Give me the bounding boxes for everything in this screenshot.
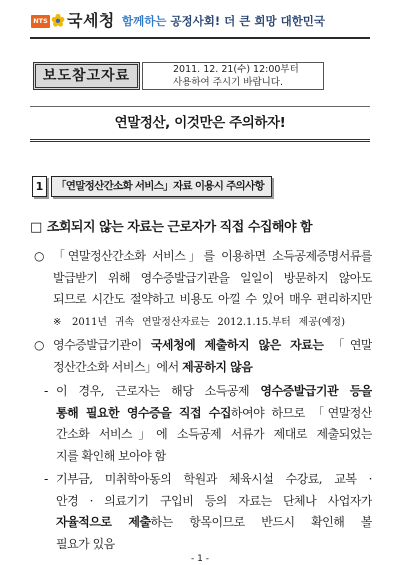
- text-line: [53, 289, 372, 311]
- dash-item: [0, 469, 400, 555]
- text-segment: 영수증발급기관이: [53, 338, 151, 352]
- text-line: [56, 469, 372, 491]
- text-segment: 간소화 서비스」에 소득공제 서류가 제대로 제출되었는: [56, 427, 372, 441]
- emphasis-text: 제공하지 않음: [182, 359, 253, 374]
- text-segment: 정산간소화 서비스」에서: [53, 359, 183, 374]
- text-segment: 되므로 시간도 절약하고 비용도 아낄 수 있어 매우 편리하지만: [53, 292, 372, 306]
- text-line: [56, 424, 372, 446]
- emphasis-text: 자율적으로 제출: [56, 515, 151, 529]
- text-line: [56, 512, 372, 534]
- bullet-text: [53, 335, 372, 378]
- circle-bullet-icon: ○: [34, 338, 45, 352]
- dash-text: [56, 469, 372, 555]
- key-point-text: 조회되지 않는 자료는 근로자가 직접 수집해야 함: [46, 220, 313, 235]
- slogan: [122, 14, 352, 29]
- text-segment: 하는 항목이므로 반드시 확인해 볼: [150, 515, 372, 529]
- text-segment: 안경 · 의료기기 구입비 등의 자료는 단체나 사업자가: [56, 493, 372, 508]
- dash-item: [0, 381, 400, 467]
- nts-badge: NTS: [31, 15, 50, 28]
- footnote: [53, 312, 345, 334]
- document-title: 연말정산, 이것만은 주의하자!: [30, 106, 370, 142]
- text-line: [56, 403, 372, 425]
- text-line: [56, 381, 372, 403]
- slogan-rest: 공정사회! 더 큰 희망 대한민국: [170, 14, 326, 28]
- embargo-line: 2011. 12. 21(수) 12:00부터: [173, 64, 299, 75]
- emphasis-text: 영수증발급기관 등을: [260, 384, 372, 398]
- bullet-item: [0, 246, 400, 311]
- slogan-highlight: 함께하는: [122, 14, 167, 28]
- key-point: [30, 219, 360, 237]
- text-segment: 필요가 있음: [56, 536, 115, 551]
- release-type-label: 보도참고자료: [33, 62, 140, 90]
- text-segment: 기부금, 미취학아동의 학원과 체육시설 수강료, 교복 ·: [56, 472, 372, 486]
- text-segment: 발급받기 위해 영수증발급기관을 일일이 방문하지 않아도: [53, 270, 372, 285]
- text-segment: 하여야 하므로 「연말정산: [230, 405, 372, 420]
- text-line: [53, 357, 372, 379]
- text-segment: 이 경우, 근로자는 해당 소득공제: [56, 384, 261, 398]
- page-number: - 1 -: [191, 554, 209, 564]
- text-line: [53, 335, 372, 357]
- footnote-text: 2011년 귀속 연말정산자료는 2012.1.15.부터 제공(예정): [71, 317, 345, 328]
- bullet-item: [0, 335, 400, 378]
- embargo-line: 사용하여 주시기 바랍니다.: [173, 76, 284, 88]
- text-line: [56, 534, 372, 556]
- text-segment: 「연말정산간소화 서비스」를 이용하면 소득공제증명서류를: [53, 249, 372, 263]
- reference-mark-icon: ※: [53, 317, 66, 328]
- dash-bullet-icon: -: [44, 472, 49, 486]
- text-segment: 「연말: [323, 338, 372, 352]
- text-line: [53, 246, 372, 268]
- emphasis-text: 국세청에 제출하지 않은 자료는: [150, 338, 324, 352]
- section-number: 1: [32, 176, 47, 197]
- text-line: [56, 491, 372, 513]
- section-heading: 「연말정산간소화 서비스」자료 이용시 주의사항: [51, 176, 272, 197]
- text-line: [56, 446, 372, 468]
- text-segment: 지를 확인해 보아야 함: [56, 448, 166, 463]
- agency-name: 국세청: [67, 11, 115, 30]
- dash-bullet-icon: -: [44, 384, 49, 398]
- header-divider: [30, 37, 370, 39]
- emphasis-text: 통해 필요한 영수증을 직접 수집: [56, 405, 231, 420]
- embargo-notice: [142, 62, 324, 90]
- square-bullet-icon: □: [30, 220, 42, 235]
- text-line: [53, 268, 372, 290]
- circle-bullet-icon: ○: [34, 249, 45, 263]
- nts-emblem-icon: [51, 13, 65, 29]
- dash-text: [56, 381, 372, 467]
- bullet-text: [53, 246, 372, 311]
